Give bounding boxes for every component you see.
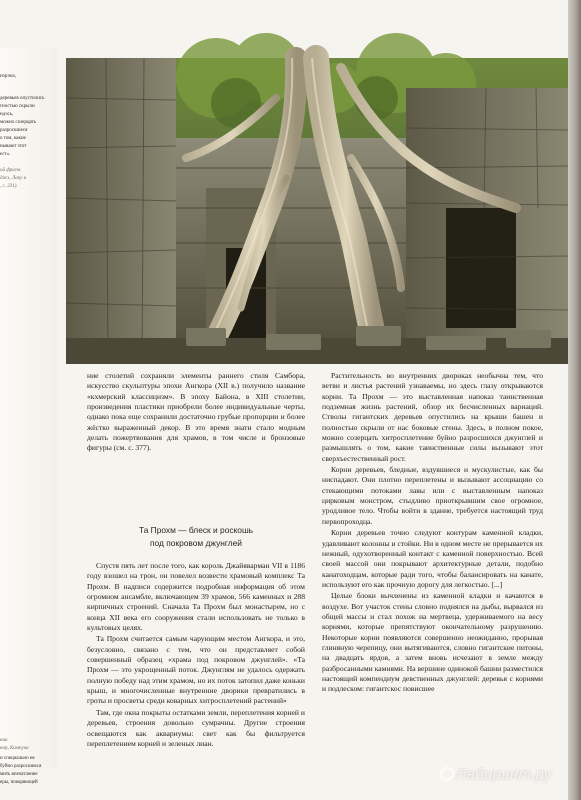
paragraph: ние столетий сохраняли элементы раннего стиля Самбора, искусство скульптуры эпохи Ангкора (XII в.) получило название «кхмерский классицизм». В эпоху Байона, в XIII столетии, произведения пластики приобрели более индивидуальные черты, однако пока еще сохранили достаточно грубые пропорции и более жёстко выраженный декор. В это время знати стало модным делать пожертвования для храмов, в том числе и бронзовые фигуры (см. с. 377).	[87, 371, 305, 453]
sidebar-fragment: мить впечатление	[0, 772, 38, 777]
sidebar-fragment: гностью скрыли	[0, 104, 35, 109]
sidebar-fragment: еры, покоряющей	[0, 780, 38, 785]
sidebar-fragment: нывают этот	[0, 144, 27, 149]
section-heading	[87, 524, 305, 549]
paragraph: Корни деревьев точно следуют контурам каменной кладки, удавливают колонны и стойки. Ни в одном месте не прерывается их нежный, одухотворенный контакт с каменной поверхностью. Всей своей массой они покрывают архитектурные детали, подобно канатоходцам, которые ради того, чтобы балансировать на канате, используют его как прочную дорогу для легкостью. [...]	[322, 528, 543, 589]
sidebar-caption: , с. 231).	[0, 184, 18, 189]
adjacent-page-strip	[0, 48, 58, 785]
heading-line-1: Та Прохм — блеск и роскошь	[138, 525, 254, 535]
sidebar-fragment: деревьев опустились	[0, 96, 45, 101]
text-column-2	[322, 371, 543, 695]
text-column-1	[87, 371, 305, 454]
sidebar-caption: джэ, Лаку и	[0, 176, 27, 181]
sidebar-caption: ой фрагм.	[0, 168, 22, 173]
sidebar-fragment: можно созерцать	[0, 120, 37, 125]
paragraph: Корни деревьев, бледные, вздувшиеся и мускулистые, как бы ниспадают. Они плотно переплетены и вызывают ассоциацию со стекающими потоками лавы или с выставленным напоказ цирковым монстром, стыдливо приоткрывшим свое огромное, уродливое тело. Чтобы войти в здание, требуется настоящий труд первопроходца.	[322, 465, 543, 526]
ta-prohm-temple-photo	[66, 58, 568, 364]
watermark-text: Лабиринт.ру	[456, 766, 552, 783]
sidebar-fragment: о том, какие	[0, 136, 26, 141]
sidebar-caption: нии	[0, 738, 8, 743]
paragraph: Растительность во внутренних двориках необычна тем, что ветви и листья растений узнаваемы, но здесь глазу открываются корни. Та Прохм — это выставленная напоказ таинственная подземная жизнь растений, обзор их бесчисленных вариаций. Стволы гигантских деревьев опустились на крыши башен и полностью скрыли от нас боковые стены. Здесь, в полном покое, можно созерцать хитросплетение буйно разросшихся джунглей и размышлять о том, какие таинственные силы вызывают этот сверхъестественный рост.	[322, 371, 543, 463]
sidebar-fragment: нэрэмэ,	[0, 74, 17, 79]
sidebar-caption: нор, Кампуча	[0, 746, 29, 751]
sidebar-fragment: ест».	[0, 152, 11, 157]
paragraph: Целые блоки вычленены из каменной кладки и качаются в воздухе. Вот участок стены словно поднялся на дыбы, вырвался из общей массы и стал похож на мертвеца, удерживаемого на весу корнями, которые препятствуют окончательному разрушению. Некоторые корни появляются совершенно неожиданно, прорывая глиняную черепицу, они вытягиваются, словно гигантские питоны, на двадцать ярдов, а затем вновь исчезают в земле между разбросанными камнями. На вершине одинокой башни разместился настоящий компендиум девственных джунглей: деревья с корнями и подлеском: гигантскос повисшее	[322, 591, 543, 694]
heading-line-2: под покровом джунглей	[150, 537, 242, 548]
watermark	[440, 766, 551, 783]
text-column-1-continued	[87, 561, 305, 749]
labirint-logo-icon	[440, 767, 454, 781]
sidebar-fragment: разросшиеся	[0, 128, 28, 133]
sidebar-fragment: ндэсь,	[0, 112, 14, 117]
temple-illustration	[66, 58, 568, 364]
book-spine-shadow	[568, 0, 581, 800]
sidebar-fragment: и специально не	[0, 756, 35, 761]
paragraph: Там, где окна покрыты остатками земли, переплетения корней и деревьев, строения довольно сумрачны. Другие строения освещаются как аквариумы: свет как бы фильтруется переплетением корней и зеленых лиан.	[87, 707, 305, 748]
paragraph: Спустя пять лет после того, как король Джайяварман VII в 1186 году взошел на трон, он повелел возвести храмовый комплекс Та Прохм. В надписи содержится подробная информация об этом огромном ансамбле, включающем 39 храмов, 566 каменных и 288 кирпичных строений. Сначала Та Прохм был монастырем, но с конца XII века его сооружения стали использовать не только в культовых целях.	[87, 561, 305, 633]
sidebar-fragment: буйно разросшиеся	[0, 764, 42, 769]
paragraph: Та Прохм считается самым чарующим местом Ангкора, и это, безусловно, связано с тем, что он представляет собой совершенный образец «храма под покровом джунглей». «Та Прохм — это укрощенный поток. Джунглям не удалось одержать полную победу над этим храмом, но их поток затопил даже коньки крыш, и многочисленные внутренние дворики превратились в гроты и просветы среди коварных хитросплетений растений»	[87, 634, 305, 706]
